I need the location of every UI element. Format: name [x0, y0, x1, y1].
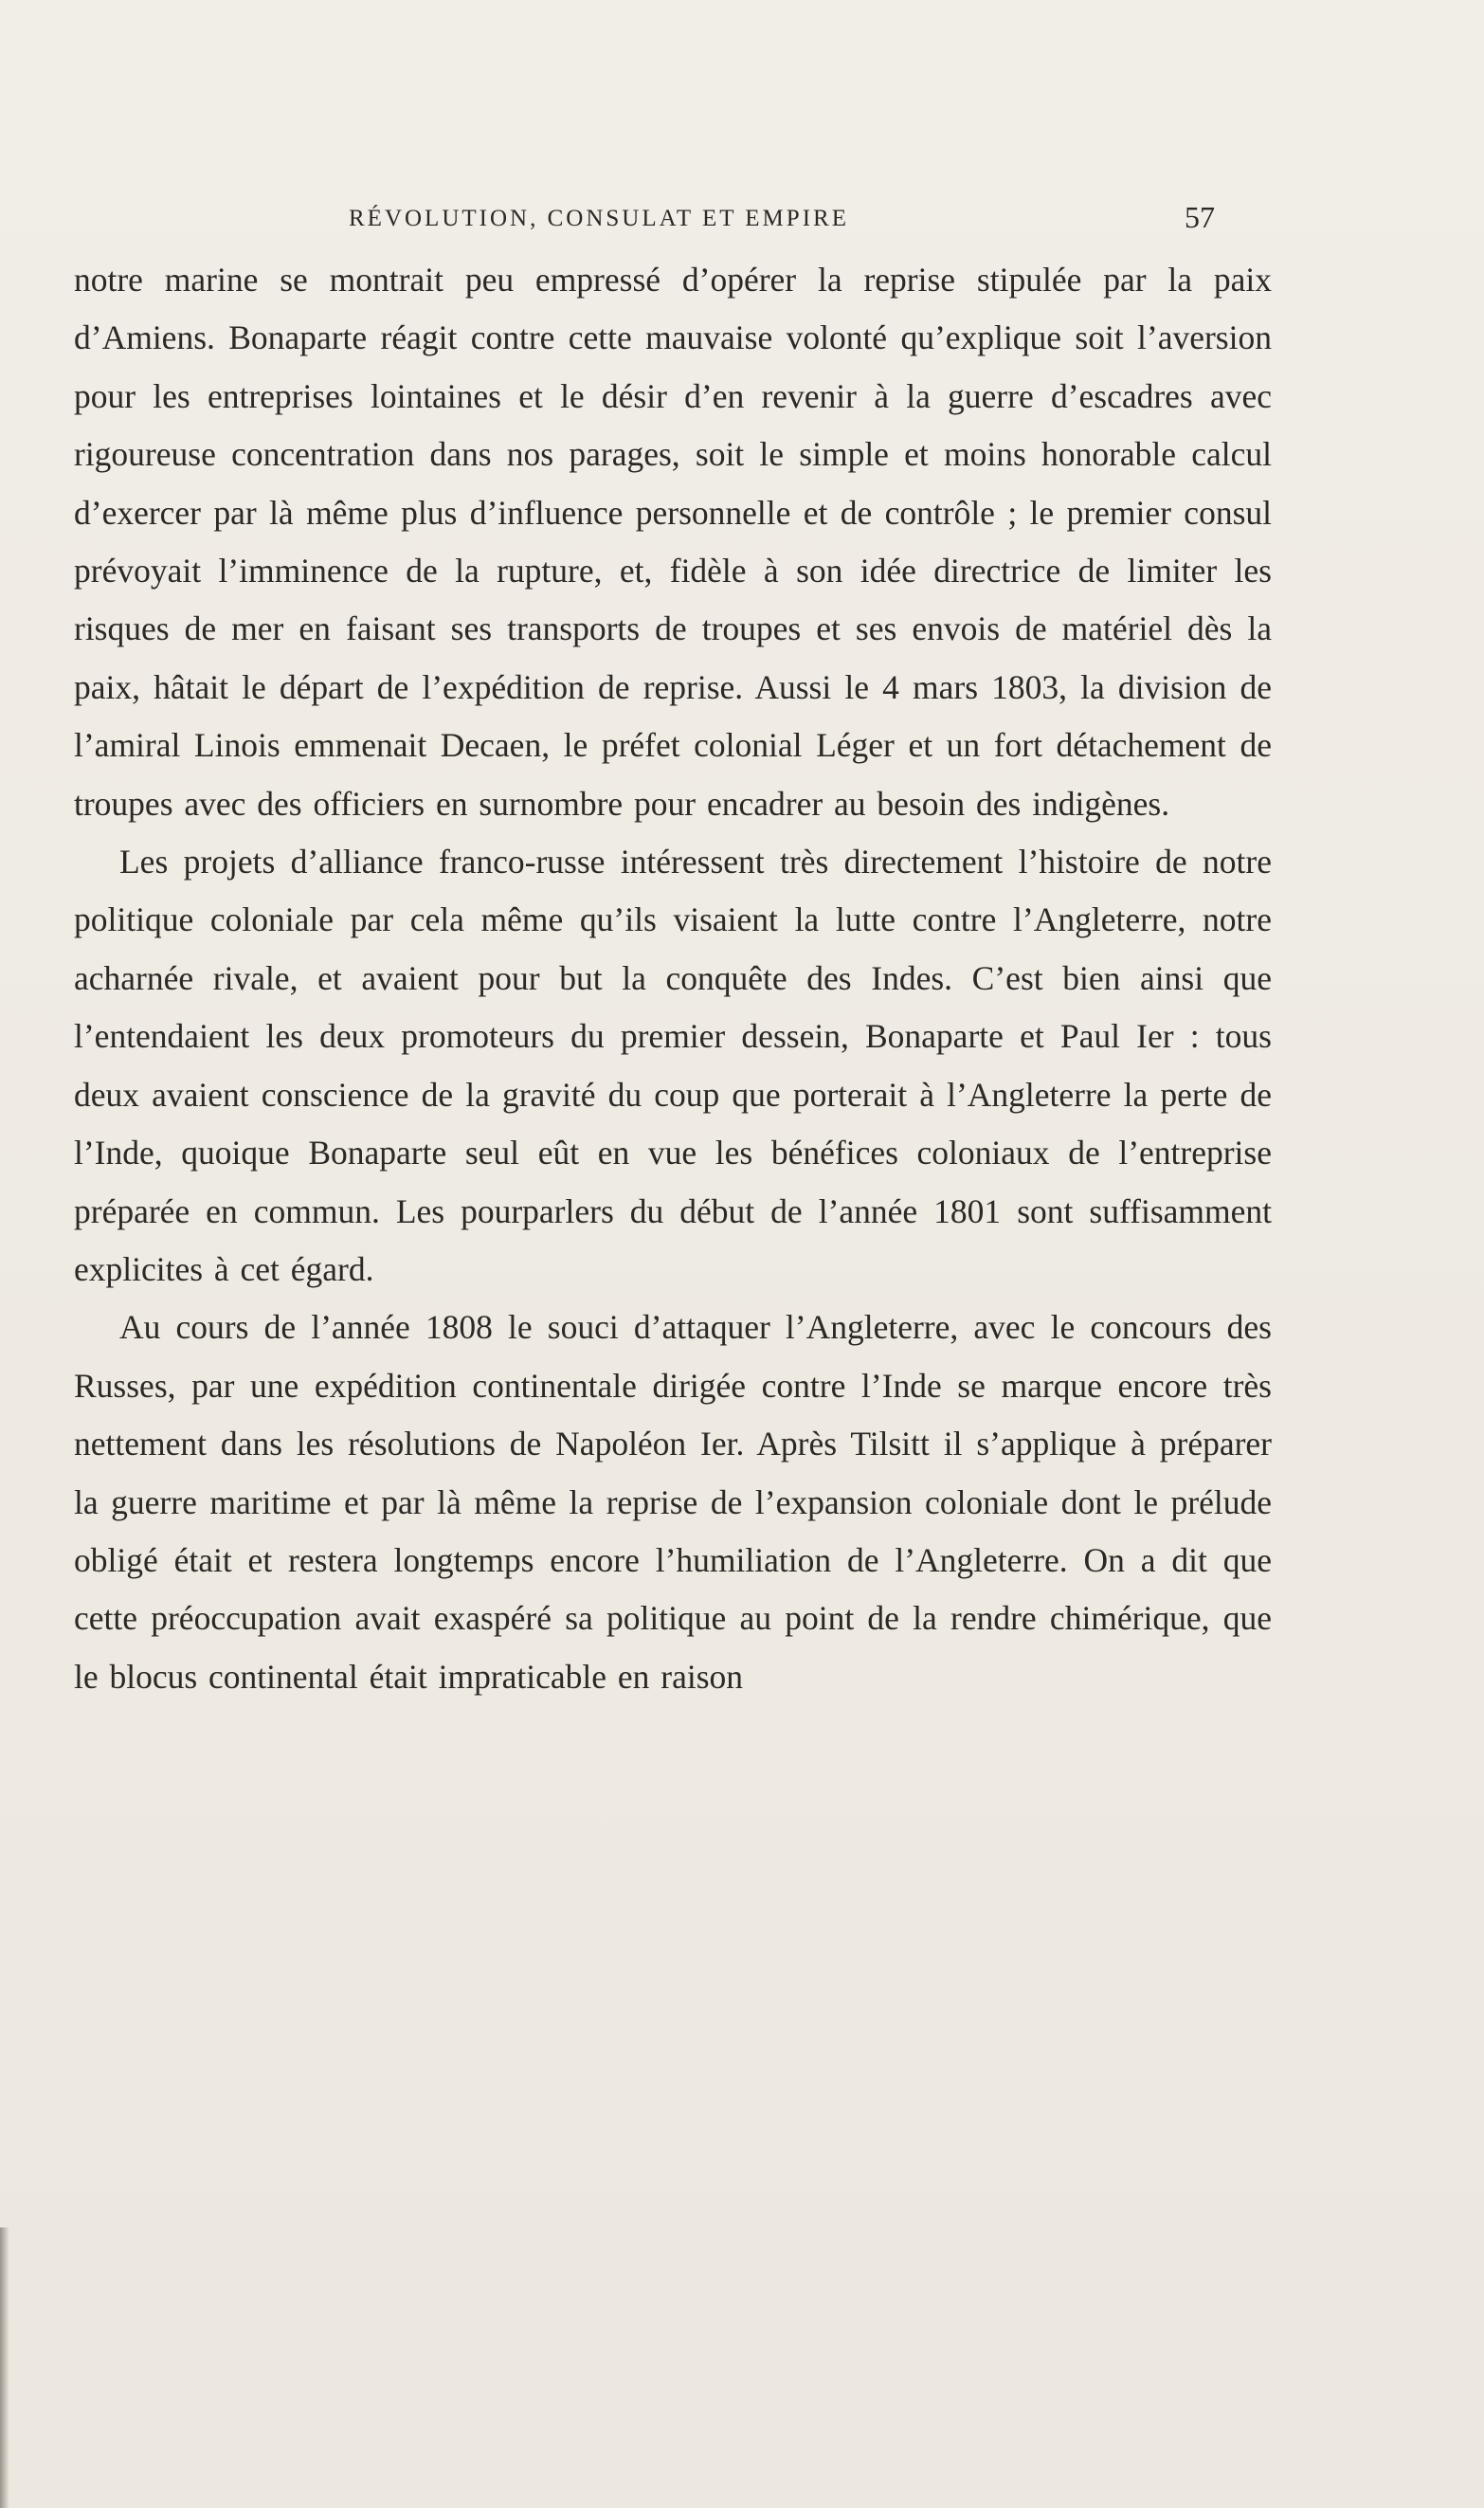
page-number: 57 — [1185, 200, 1215, 234]
running-title: RÉVOLUTION, CONSULAT ET EMPIRE — [349, 206, 849, 231]
paragraph: Les projets d’alliance franco-russe intéressent très directement l’histoire de notre politique coloniale par cela même qu’ils visaient la lutte contre l’Angleterre, notre acharnée rivale, et avaient pour but la conquête des Indes. C’est bien ainsi que l’entendaient les deux promoteurs du premier dessein, Bonaparte et Paul Ier : tous deux avaient conscience de la gravité du coup que porterait à l’Angleterre la perte de l’Inde, quoique Bonaparte seul eût en vue les bénéfices coloniaux de l’entreprise préparée en commun. Les pourparlers du début de l’année 1801 sont suffisamment explicites à cet égard. — [74, 843, 1272, 1288]
body-text — [74, 251, 1272, 1706]
page-header — [74, 200, 1215, 247]
page-edge-shadow — [0, 2227, 9, 2508]
paragraph: notre marine se montrait peu empressé d’opérer la reprise stipulée par la paix d’Amiens. Bonaparte réagit contre cette mauvaise volonté qu’explique soit l’aversion pour les entreprises lointaines et le désir d’en revenir à la guerre d’escadres avec rigoureuse concentration dans nos parages, soit le simple et moins honorable calcul d’exercer par là même plus d’influence personnelle et de contrôle ; le premier consul prévoyait l’imminence de la rupture, et, fidèle à son idée directrice de limiter les risques de mer en faisant ses transports de troupes et ses envois de matériel dès la paix, hâtait le départ de l’expédition de reprise. Aussi le 4 mars 1803, la division de l’amiral Linois emmenait Decaen, le préfet colonial Léger et un fort détachement de troupes avec des officiers en surnombre pour encadrer au besoin des indigènes. — [74, 261, 1272, 823]
paragraph: Au cours de l’année 1808 le souci d’attaquer l’Angleterre, avec le concours des Russes, par une expédition continentale dirigée contre l’Inde se marque encore très nettement dans les résolutions de Napoléon Ier. Après Tilsitt il s’applique à préparer la guerre maritime et par là même la reprise de l’expansion coloniale dont le prélude obligé était et restera longtemps encore l’humiliation de l’Angleterre. On a dit que cette préoccupation avait exaspéré sa politique au point de la rendre chimérique, que le blocus continental était impraticable en raison — [74, 1308, 1272, 1696]
